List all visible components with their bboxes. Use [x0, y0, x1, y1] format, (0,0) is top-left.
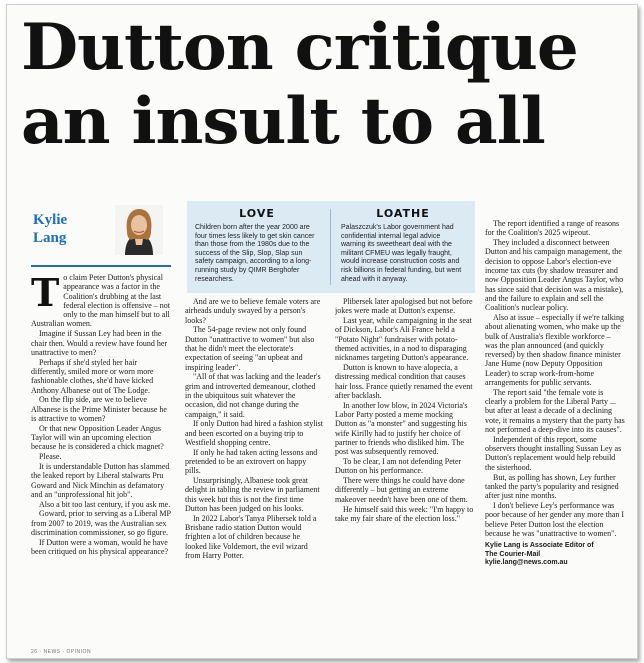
article-column-3 — [335, 297, 475, 637]
lead-paragraph — [31, 273, 173, 329]
paragraph: In 2022 Labor's Tanya Plibersek told a Brisbane radio station Dutton would frighten a lot of children because he looked like Voldemort, the evil wizard from Harry Potter. — [185, 513, 317, 561]
paragraph: Plibersek later apologised but not before jokes were made at Dutton's expense. — [335, 297, 473, 316]
byline-rule — [31, 265, 171, 267]
author-signoff — [485, 542, 625, 568]
author-name: Kylie Lang — [33, 212, 68, 246]
byline — [33, 205, 153, 261]
paragraph: Goward, prior to serving as a Liberal MP from 2007 to 2019, was the Australian sex discrimination commissioner, so go figure. — [31, 509, 171, 538]
paragraph: It is understandable Dutton has slammed the leaked report by Liberal stalwarts Pru Goward and Nick Minchin as defamatory and an "unprofessional hit job". — [31, 461, 170, 499]
headline — [21, 11, 631, 159]
paragraph: Please. — [39, 452, 62, 462]
article-column-1 — [31, 273, 173, 645]
love-text: Children born after the year 2000 are four times less likely to get skin cancer than those from the 1980s due to the success of the Slip, Slop, Slap sun safety campaign, according to a long-running study by QIMR Berghofer researchers. — [195, 224, 315, 283]
page-folio: 26 · NEWS · OPINION — [31, 649, 92, 655]
love-title: LOVE — [239, 207, 275, 220]
newspaper-page — [6, 4, 638, 659]
paragraph: Perhaps if she'd styled her hair differently, smiled more or worn more fashionable clothes, she'd have kicked Anthony Albanese out of The Lodge. — [31, 357, 154, 395]
author-photo — [115, 205, 163, 255]
loathe-title: LOATHE — [376, 207, 430, 220]
article-column-2 — [185, 297, 323, 637]
paragraph: Also a bit too last century, if you ask me. — [39, 499, 171, 509]
signoff-email: kylie.lang@news.com.au — [485, 559, 568, 567]
love-loathe-panel — [187, 201, 475, 293]
paragraph: The report identified a range of reasons for the Coalition's 2025 wipeout. — [485, 219, 620, 238]
paragraph: They included a disconnect between Dutton and his campaign management, the decision to oppose Labor's election-eve income tax cuts (by shadow treasurer and now Opposition Leader Angus Taylor, who has since said that decision was a mistake), and the failure to explain and sell the Coalition's nuclear policy. — [485, 238, 624, 313]
paragraph: On the flip side, are we to believe Albanese is the Prime Minister because he is attractive to women? — [31, 395, 167, 423]
paragraph: "All of that was lacking and the leader's grim and introverted demeanour, clothed in the ubiquitous suit whatever the occasion, did not change during the campaign," it said. — [185, 372, 321, 419]
paragraph: I don't believe Ley's performance was poor because of her gender any more than I believe Peter Dutton lost the election because he was "unattractive to women". — [485, 500, 625, 538]
signoff-role: Kylie Lang is Associate Editor of — [485, 542, 594, 550]
paragraph: Or that new Opposition Leader Angus Taylor will win an upcoming election because he is considered a chick magnet? — [31, 423, 164, 452]
headline-line-2: an insult to all — [21, 84, 545, 159]
signoff-publication: The Courier-Mail — [485, 550, 541, 558]
paragraph: Unsurprisingly, Albanese took great delight in tabling the review in parliament this week but this is not the first time Dutton has been judged on his looks. — [185, 476, 320, 514]
lead-text: o claim Peter Dutton's physical appearance was a factor in the Coalition's drubbing at the last federal election is offensive – not only to the man himself but to all Australian women. — [31, 273, 170, 329]
article-column-4 — [485, 219, 625, 649]
drop-cap: T — [31, 273, 60, 315]
paragraph: If only Dutton had hired a fashion stylist and been escorted on a buying trip to Westfield shopping centre. — [185, 419, 323, 447]
paragraph: Also at issue – especially if we're talking about alienating women, who make up the bulk of Australia's flexible workforce – was the plan announced (and quickly reversed) by then shadow finance minister Jane Hume (now Deputy Opposition Leader) to scrap work-from-home arrangements for public servants. — [485, 312, 624, 388]
paragraph: Imagine if Sussan Ley had been in the chair then. Would a review have found her unattractive to men? — [31, 329, 168, 357]
paragraph: Dutton is known to have alopecia, a distressing medical condition that causes hair loss. France quietly renamed the event after backlash. — [335, 363, 473, 400]
paragraph: But, as polling has shown, Ley further tanked the party's popularity and resigned after just nine months. — [485, 472, 619, 501]
paragraph: He himself said this week: "I'm happy to take my fair share of the election loss." — [335, 504, 474, 523]
paragraph: The 54-page review not only found Dutton "unattractive to women" but also that he didn't meet the electorate's expectation of seeing "an upbeat and inspiring leader". — [185, 325, 315, 372]
paragraph: In another low blow, in 2024 Victoria's Labor Party posted a meme mocking Dutton as "a monster" and suggesting his wife Kirilly had to justify her choice of partner to friends who disliked him. The post was subsequently removed. — [335, 400, 468, 457]
loathe-box — [333, 201, 473, 284]
paragraph: And are we to believe female voters are airheads unduly swayed by a person's looks? — [185, 297, 321, 325]
paragraph: There were things he could have done differently – but getting an extreme makeover needn't have been one of them. — [335, 476, 468, 504]
paragraph: The report said "the female vote is clearly a problem for the Liberal Party ... but after at least a decade of a declining vote, it remains a mystery that the party has not performed a deep-dive into its causes". — [485, 387, 625, 435]
paragraph: To be clear, I am not defending Peter Dutton on his performance. — [335, 457, 462, 476]
paragraph: Last year, while campaigning in the seat of Dickson, Labor's Ali France held a "Potato Night" fundraiser with potato-themed activities, in a nod to disparaging nicknames targeting Dutton's appearance. — [335, 316, 472, 363]
paragraph: Independent of this report, some observers thought installing Sussan Ley as Dutton's replacement would help rebuild the sisterhood. — [485, 434, 622, 472]
panel-divider — [330, 209, 331, 285]
loathe-text: Palaszczuk's Labor government had confidential internal legal advice warning its sweetheart deal with the militant CFMEU was legally fraught, would increase construction costs and risk billions in federal funding, but went ahead with it anyway. — [341, 224, 462, 283]
paragraph: If Dutton were a woman, would he have been critiqued on his physical appearance? — [31, 537, 169, 557]
paragraph: If only he had taken acting lessons and pretended to be an extrovert on happy pills. — [185, 447, 318, 476]
love-box — [187, 201, 327, 284]
headline-line-1: Dutton critique — [21, 10, 578, 85]
